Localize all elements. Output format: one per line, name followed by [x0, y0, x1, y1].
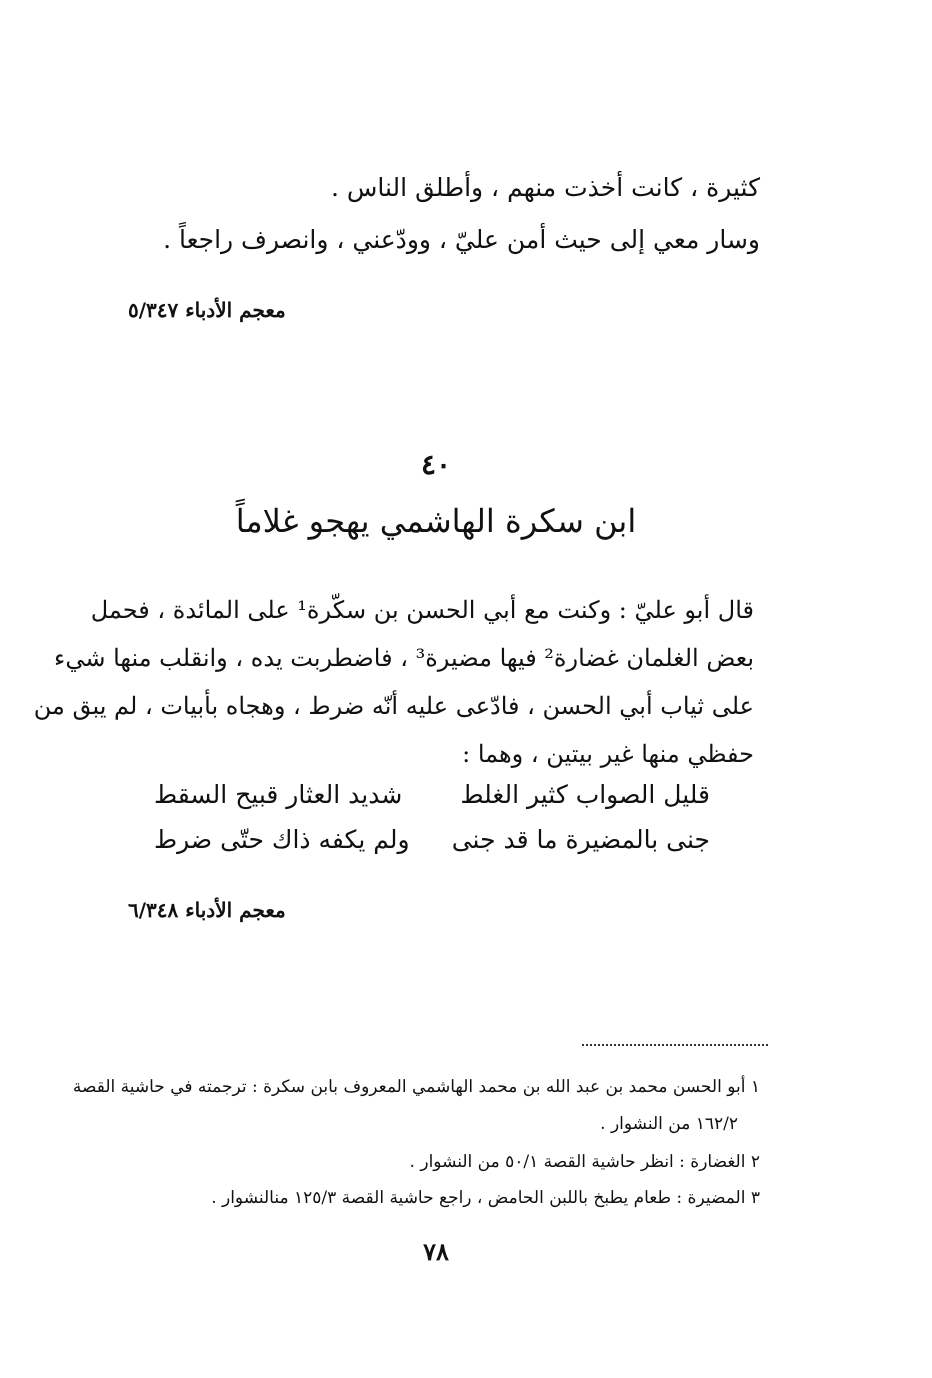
story-number: ٤٠: [420, 448, 452, 481]
top-line-2: وسار معي إلى حيث أمن عليّ ، وودّعني ، وانصرف راجعاً .: [163, 225, 760, 254]
paragraph-line-2: بعض الغلمان غضارة² فيها مضيرة³ ، فاضطربت يده ، وانقلب منها شيء: [54, 644, 754, 672]
page-number: ٧٨: [423, 1237, 449, 1266]
top-line-1: كثيرة ، كانت أخذت منهم ، وأطلق الناس .: [330, 173, 760, 202]
footnote-3: ٣ المضيرة : طعام يطبخ باللبن الحامض ، راجع حاشية القصة ١٢٥/٣ منالنشوار .: [211, 1188, 760, 1208]
footnote-divider: [582, 1044, 768, 1046]
verse-1-second-hemistich: شديد العثار قبيح السقط: [154, 780, 403, 809]
story-paragraph: [33, 586, 754, 778]
paragraph-line-4: حفظي منها غير بيتين ، وهما :: [462, 740, 754, 768]
paragraph-line-1: قال أبو عليّ : وكنت مع أبي الحسن بن سكّرة¹ على المائدة ، فحمل: [90, 596, 754, 624]
verse-2-second-hemistich: ولم يكفه ذاك حتّى ضرط: [154, 825, 410, 854]
source-citation-top: معجم الأدباء ٥/٣٤٧: [128, 298, 286, 322]
source-citation-bottom: معجم الأدباء ٦/٣٤٨: [128, 898, 286, 922]
footnote-1-continuation: ١٦٢/٢ من النشوار .: [600, 1114, 738, 1134]
verse-2-first-hemistich: جنى بالمضيرة ما قد جنى: [451, 825, 710, 854]
paragraph-line-3: على ثياب أبي الحسن ، فادّعى عليه أنّه ضرط ، وهجاه بأبيات ، لم يبق من: [33, 692, 754, 720]
footnote-1: ١ أبو الحسن محمد بن عبد الله بن محمد الهاشمي المعروف بابن سكرة : ترجمته في حاشية القصة: [72, 1077, 760, 1097]
story-title: ابن سكرة الهاشمي يهجو غلاماً: [235, 502, 637, 540]
footnote-2: ٢ الغضارة : انظر حاشية القصة ٥٠/١ من النشوار .: [409, 1152, 760, 1172]
verse-1-first-hemistich: قليل الصواب كثير الغلط: [460, 780, 710, 809]
